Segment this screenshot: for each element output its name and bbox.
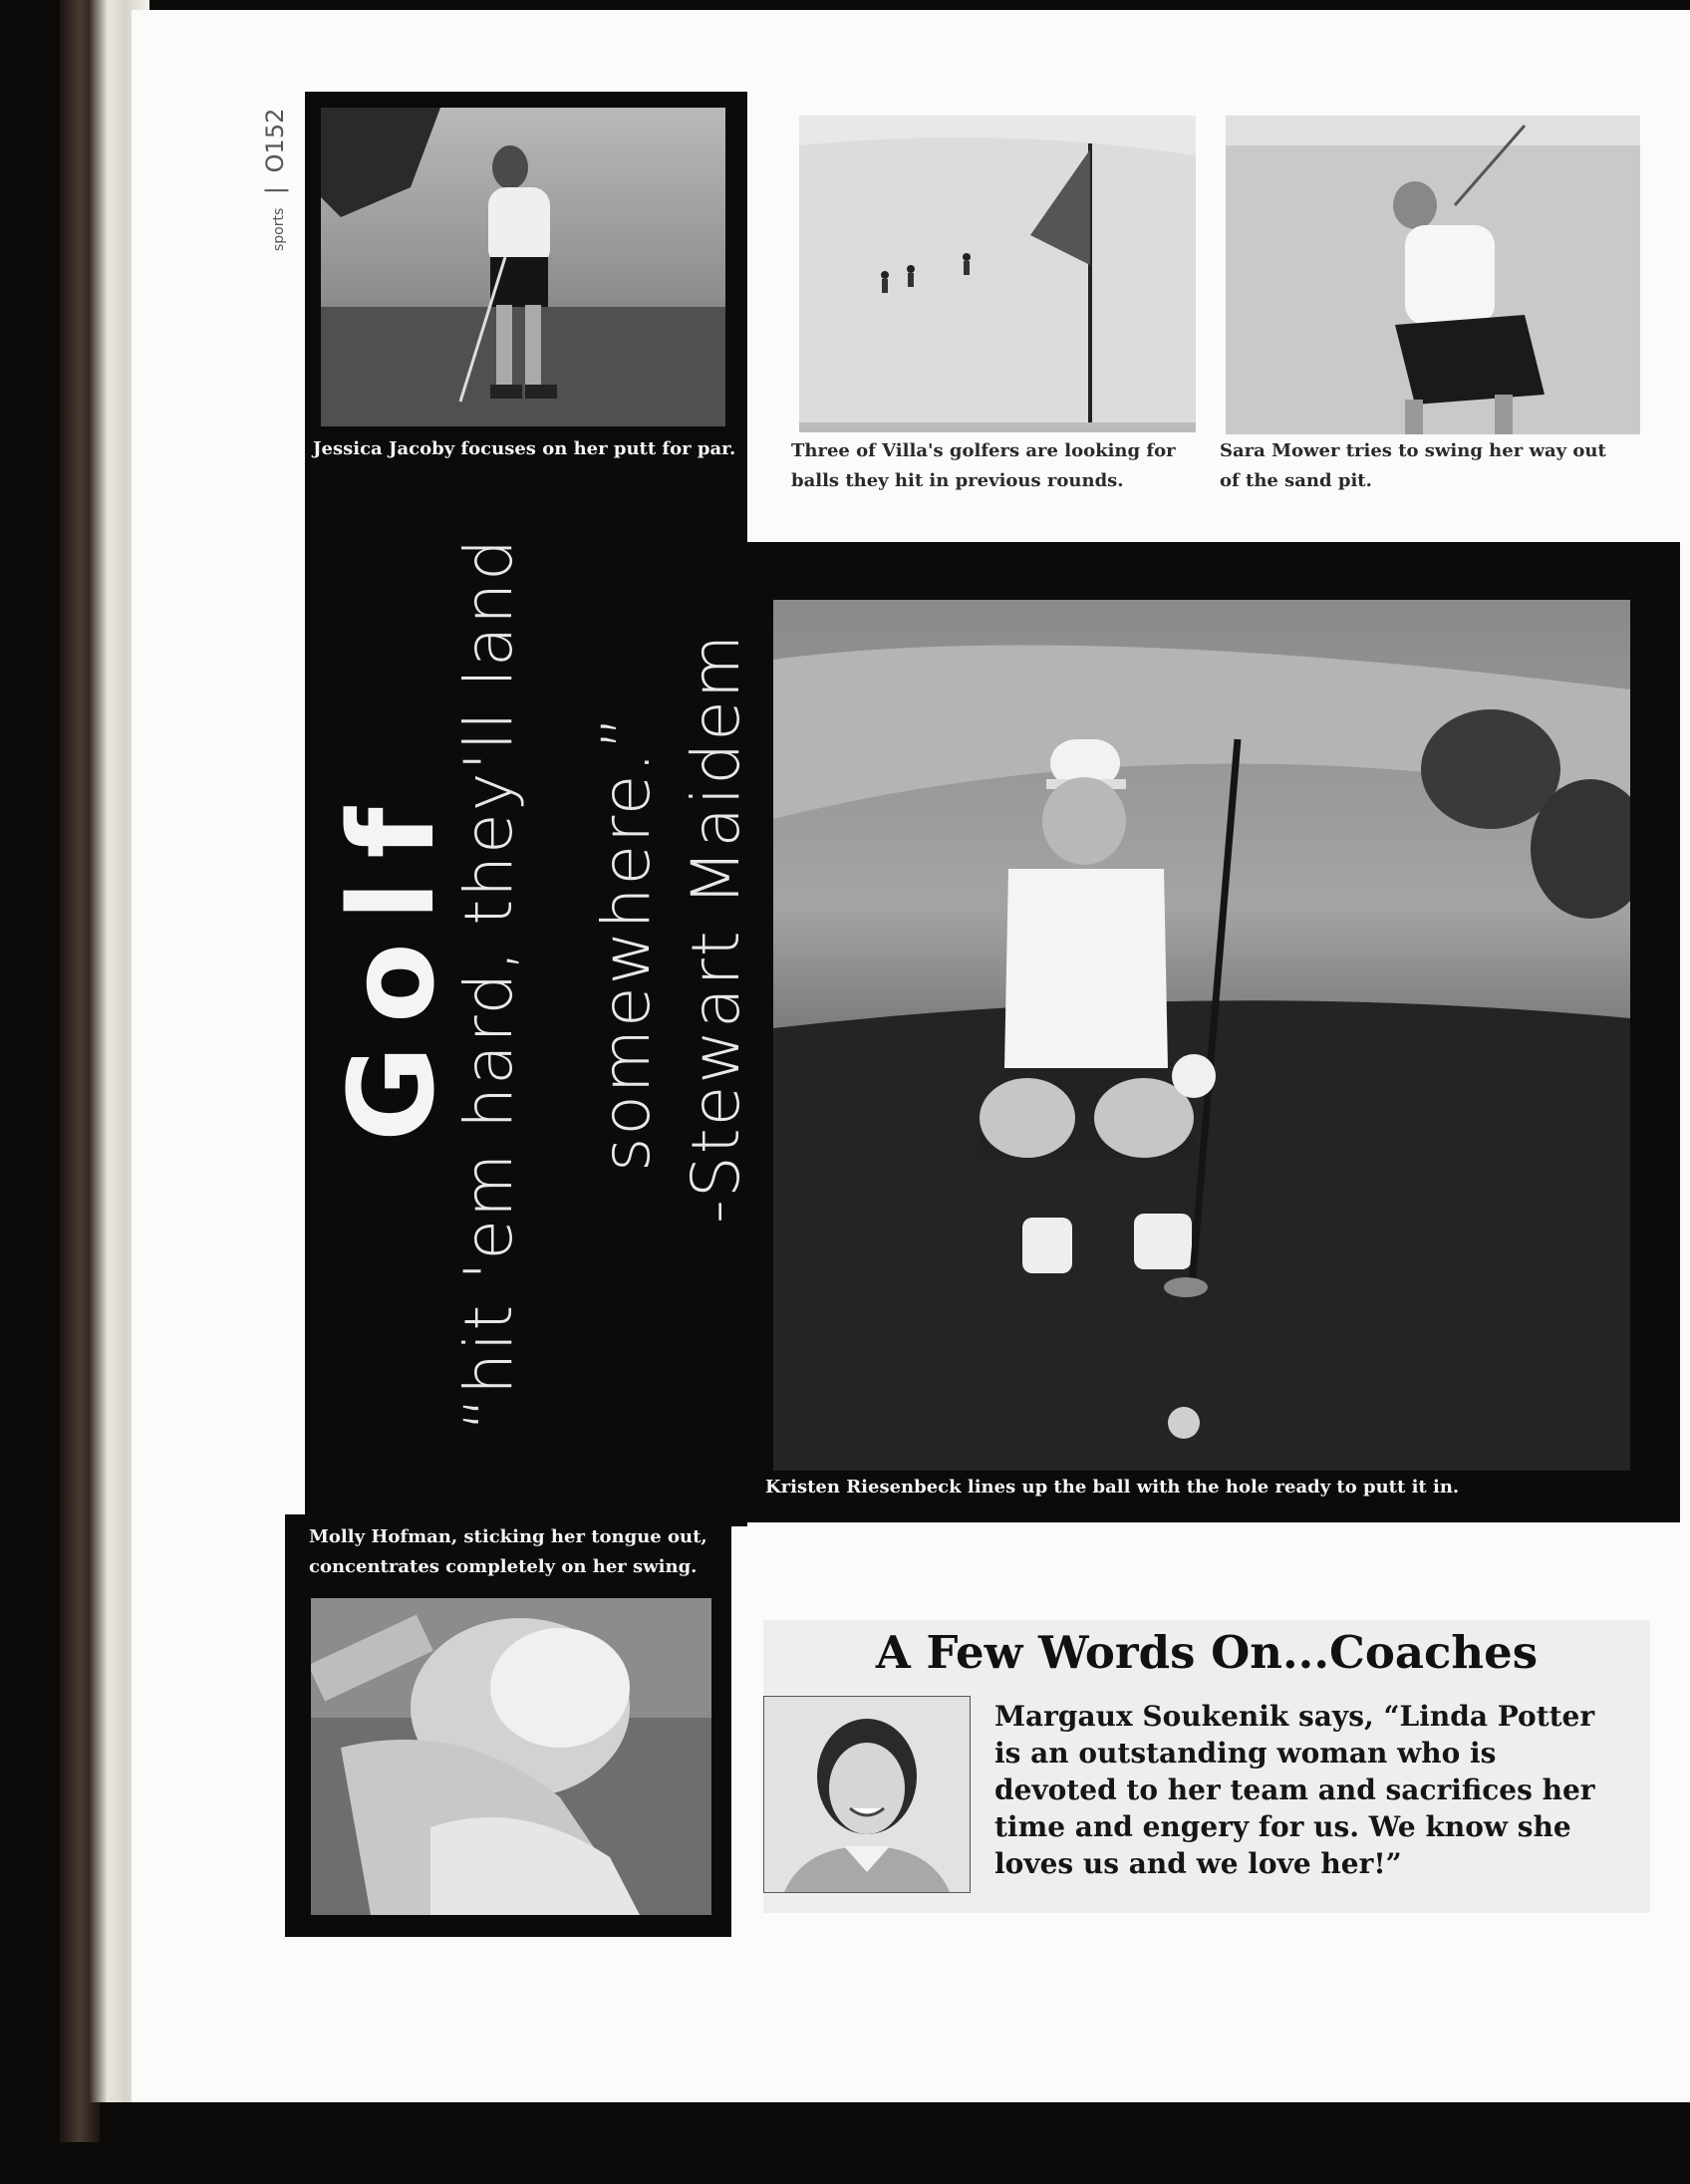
photo-kristen-riesenbeck	[773, 600, 1630, 1471]
page-number-value: O152	[261, 108, 289, 173]
coaches-line1: Margaux Soukenik says, “Linda Potter	[994, 1700, 1595, 1733]
page-number-prefix: sports	[271, 207, 287, 251]
photo-sara-mower	[1226, 116, 1640, 434]
coaches-line4: time and engery for us. We know she	[994, 1810, 1571, 1843]
caption-mower	[1220, 436, 1606, 496]
coaches-line2: is an outstanding woman who is	[994, 1737, 1497, 1770]
photo-jessica-jacoby	[321, 108, 725, 426]
caption-riesenbeck: Kristen Riesenbeck lines up the ball with the hole ready to putt it in.	[765, 1477, 1460, 1498]
coaches-quote-box	[763, 1620, 1650, 1913]
caption-mower-line2: of the sand pit.	[1220, 470, 1372, 491]
page-title: Golf	[323, 785, 460, 1142]
caption-hofman-line2: concentrates completely on her swing.	[309, 1556, 698, 1577]
portrait-margaux-soukenik	[763, 1696, 971, 1893]
caption-flag-line2: balls they hit in previous rounds.	[791, 470, 1124, 491]
page-number: sports | O152	[261, 108, 289, 251]
caption-hofman-line1: Molly Hofman, sticking her tongue out,	[309, 1526, 707, 1547]
caption-flag-line1: Three of Villa's golfers are looking for	[791, 440, 1176, 461]
coaches-line3: devoted to her team and sacrifices her	[994, 1774, 1595, 1806]
caption-mower-line1: Sara Mower tries to swing her way out	[1220, 440, 1606, 461]
photo-flag	[799, 116, 1196, 432]
quote-line3: -Stewart Maidem	[678, 632, 754, 1224]
quote-line2: somewhere.”	[588, 713, 665, 1172]
photo-molly-hofman	[311, 1598, 711, 1915]
coaches-line5: loves us and we love her!”	[994, 1847, 1402, 1880]
caption-jacoby: Jessica Jacoby focuses on her putt for par.	[313, 438, 736, 459]
coaches-heading: A Few Words On...Coaches	[875, 1626, 1539, 1679]
caption-hofman	[309, 1522, 707, 1582]
coaches-quote-text	[994, 1698, 1632, 1882]
quote-line1: “hit 'em hard, they'll land	[450, 536, 527, 1431]
caption-flag	[791, 436, 1176, 496]
